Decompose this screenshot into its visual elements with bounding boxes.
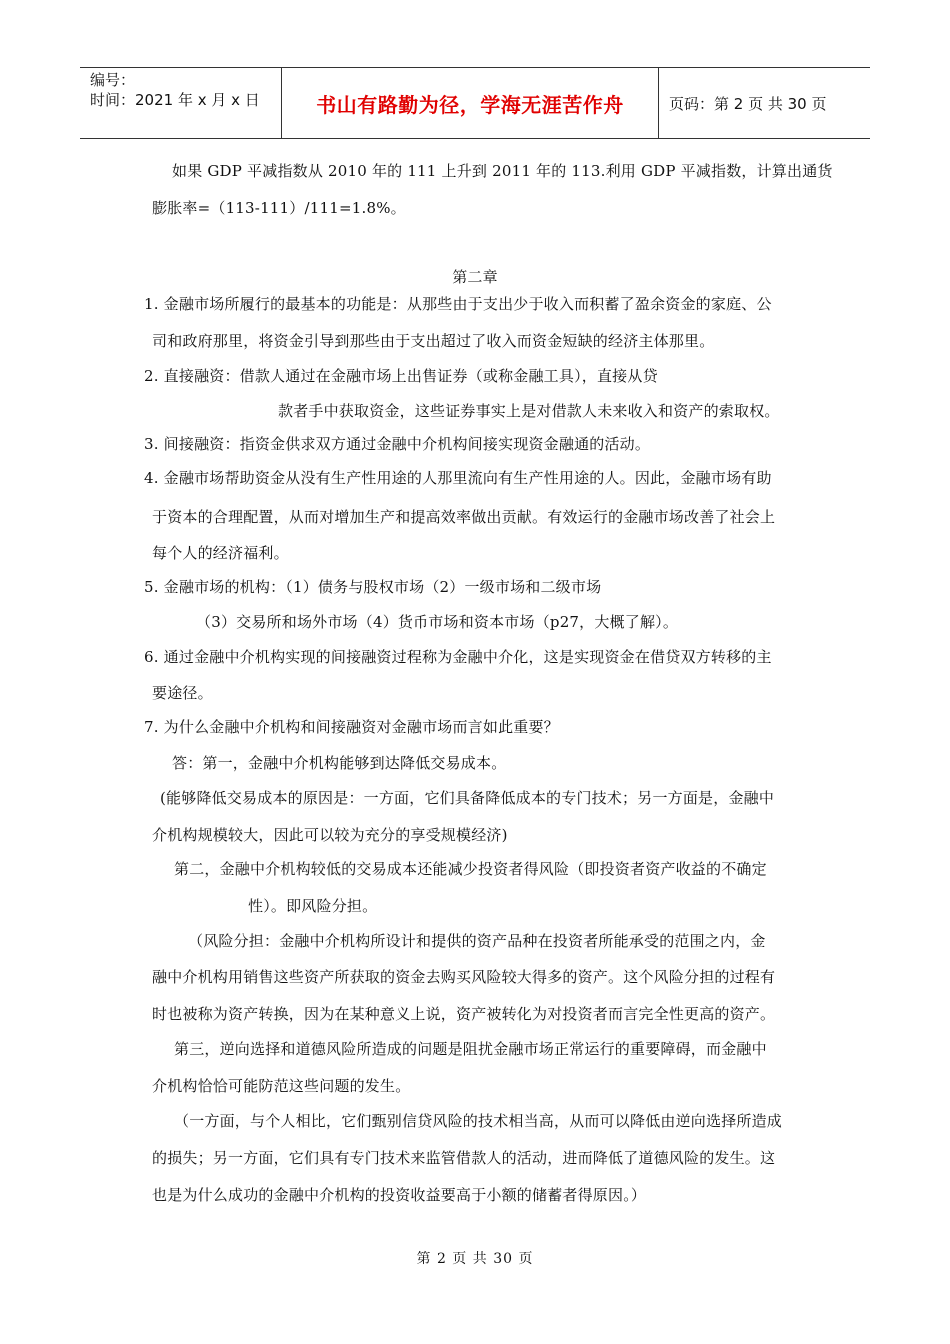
body-line: 的损失；另一方面，它们具有专门技术来监管借款人的活动，进而降低了道德风险的发生。这 — [152, 1149, 776, 1167]
body-line: 膨胀率=（113-111）/111=1.8%。 — [152, 199, 406, 217]
body-line: 于资本的合理配置，从而对增加生产和提高效率做出贡献。有效运行的金融市场改善了社会上 — [152, 508, 776, 526]
body-line: 时也被称为资产转换，因为在某种意义上说，资产被转化为对投资者而言完全性更高的资产。 — [152, 1005, 776, 1023]
list-item: 5. 金融市场的机构：（1）债务与股权市场（2）一级市场和二级市场 — [144, 578, 602, 596]
body-line: 也是为什么成功的金融中介机构的投资收益要高于小额的储蓄者得原因。） — [152, 1186, 647, 1204]
body-line: 款者手中获取资金，这些证券事实上是对借款人未来收入和资产的索取权。 — [278, 402, 780, 420]
page-header — [80, 67, 870, 139]
list-item: 2. 直接融资：借款人通过在金融市场上出售证券（或称金融工具），直接从贷 — [144, 367, 658, 385]
body-line: 介机构规模较大，因此可以较为充分的享受规模经济) — [152, 826, 508, 844]
body-line: 司和政府那里，将资金引导到那些由于支出超过了收入而资金短缺的经济主体那里。 — [152, 332, 715, 350]
body-line: （一方面，与个人相比，它们甄别信贷风险的技术相当高，从而可以降低由逆向选择所造成 — [174, 1112, 783, 1130]
body-line: （风险分担：金融中介机构所设计和提供的资产品种在投资者所能承受的范围之内，金 — [188, 932, 766, 950]
body-line: 答：第一，金融中介机构能够到达降低交易成本。 — [172, 754, 507, 772]
list-item: 4. 金融市场帮助资金从没有生产性用途的人那里流向有生产性用途的人。因此，金融市场有助 — [144, 469, 772, 487]
header-motto: 书山有路勤为径，学海无涯苦作舟 — [282, 68, 659, 138]
list-item: 7. 为什么金融中介机构和间接融资对金融市场而言如此重要？ — [144, 718, 559, 736]
list-item: 1. 金融市场所履行的最基本的功能是：从那些由于支出少于收入而积蓄了盈余资金的家庭、公 — [144, 295, 772, 313]
header-page-info: 页码：第 2 页 共 30 页 — [669, 94, 827, 113]
body-line: 要途径。 — [152, 684, 213, 702]
body-line: （3）交易所和场外市场（4）货币市场和资本市场（p27，大概了解）。 — [196, 613, 679, 631]
list-item: 6. 通过金融中介机构实现的间接融资过程称为金融中介化，这是实现资金在借贷双方转移的主 — [144, 648, 772, 666]
chapter-heading: 第二章 — [452, 268, 498, 286]
body-line: 第三，逆向选择和道德风险所造成的问题是阻扰金融市场正常运行的重要障碍，而金融中 — [174, 1040, 767, 1058]
header-meta — [80, 68, 282, 138]
list-item: 3. 间接融资：指资金供求双方通过金融中介机构间接实现资金融通的活动。 — [144, 435, 651, 453]
header-number-label: 编号： — [90, 71, 136, 89]
body-line: 介机构恰恰可能防范这些问题的发生。 — [152, 1077, 411, 1095]
body-line: 性）。即风险分担。 — [248, 897, 378, 915]
body-line: (能够降低交易成本的原因是：一方面，它们具备降低成本的专门技术；另一方面是，金融中 — [160, 789, 775, 807]
header-time-label: 时间：2021 年 x 月 x 日 — [90, 91, 260, 109]
body-line: 每个人的经济福利。 — [152, 544, 289, 562]
body-line: 如果 GDP 平减指数从 2010 年的 111 上升到 2011 年的 113.利用 GDP 平减指数，计算出通货 — [172, 162, 833, 180]
page-footer: 第 2 页 共 30 页 — [416, 1251, 534, 1267]
body-line: 融中介机构用销售这些资产所获取的资金去购买风险较大得多的资产。这个风险分担的过程有 — [152, 968, 776, 986]
body-line: 第二，金融中介机构较低的交易成本还能减少投资者得风险（即投资者资产收益的不确定 — [174, 860, 767, 878]
